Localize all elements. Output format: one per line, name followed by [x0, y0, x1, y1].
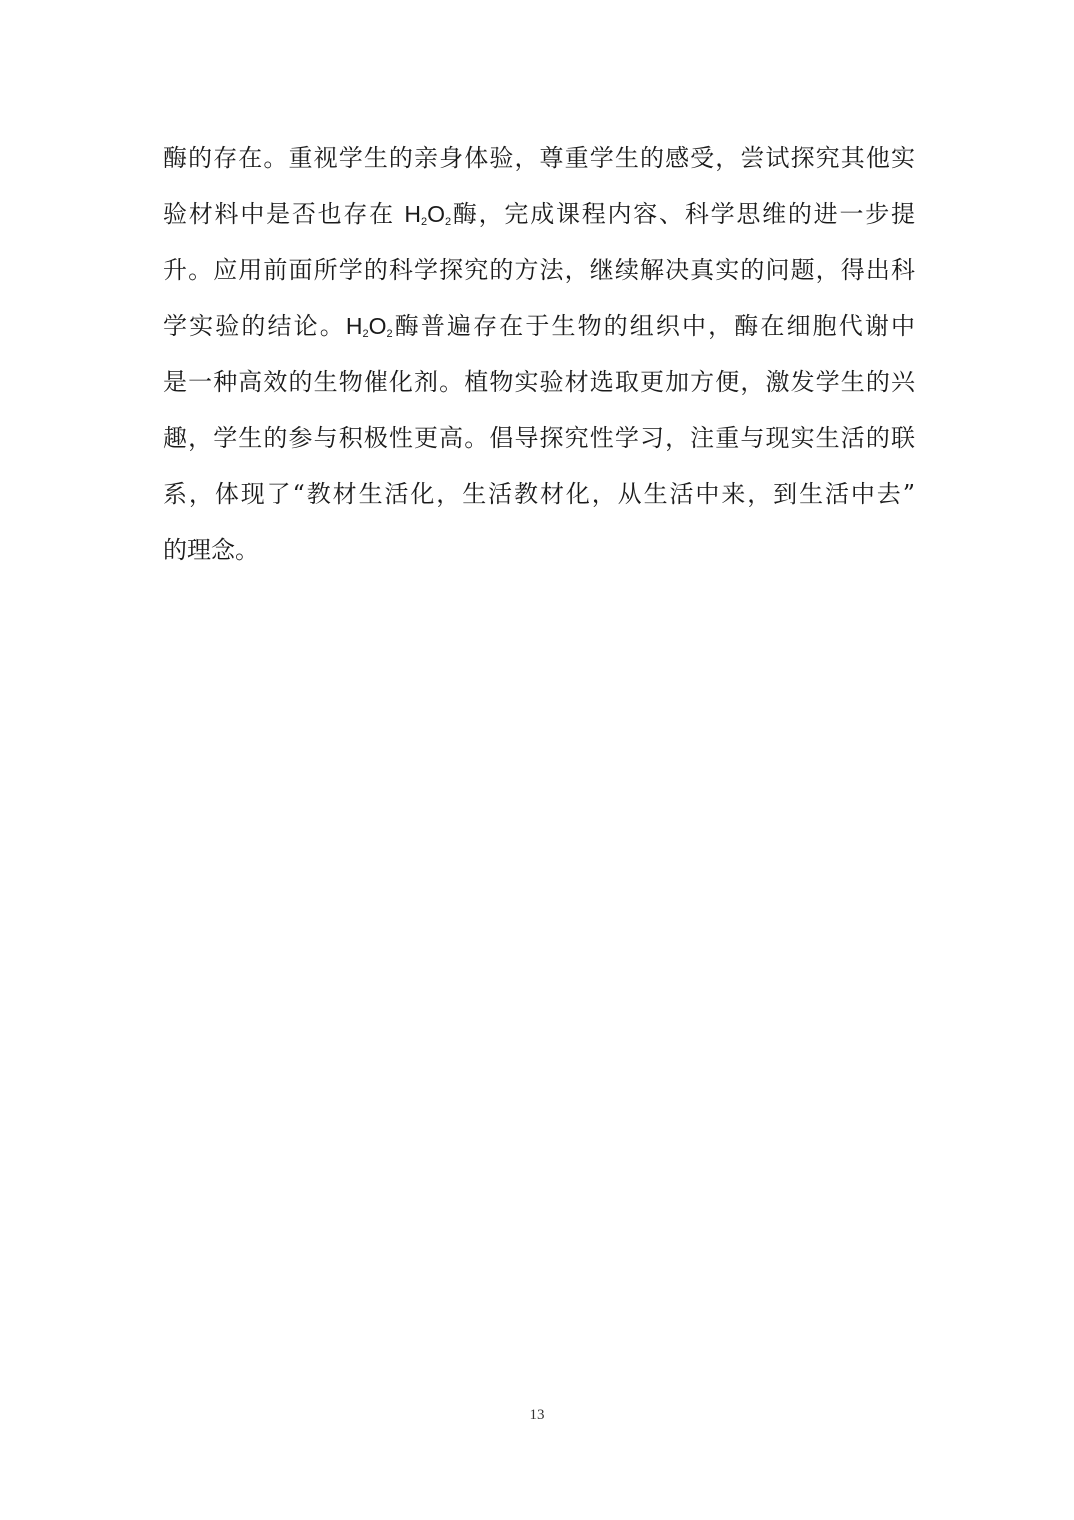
- text-segment: 酶，完成课程内容、科学思维的进一步提: [451, 200, 915, 228]
- page-number: 13: [529, 1407, 545, 1423]
- text-line: 趣，学生的参与积极性更高。倡导探究性学习，注重与现实生活的联: [163, 424, 915, 452]
- text-line: 系，体现了“教材生活化，生活教材化，从生活中来，到生活中去”: [163, 480, 915, 508]
- text-line: [163, 304, 915, 360]
- chemical-formula: $H_2O_2$: [404, 201, 452, 228]
- text-segment: 酶普遍存在于生物的组织中，酶在细胞代谢中: [392, 312, 916, 340]
- text-line: 的理念。: [163, 536, 259, 564]
- body-paragraph: [163, 136, 915, 584]
- text-segment: 验材料中是否也存在: [163, 200, 405, 228]
- text-segment: 学实验的结论。: [163, 312, 346, 340]
- text-line: [163, 192, 915, 248]
- text-line: 是一种高效的生物催化剂。植物实验材选取更加方便，激发学生的兴: [163, 368, 915, 396]
- text-line: 升。应用前面所学的科学探究的方法，继续解决真实的问题，得出科: [163, 256, 915, 284]
- chemical-formula: $H_2O_2$: [345, 313, 393, 340]
- text-line: 酶的存在。重视学生的亲身体验，尊重学生的感受，尝试探究其他实: [163, 144, 915, 172]
